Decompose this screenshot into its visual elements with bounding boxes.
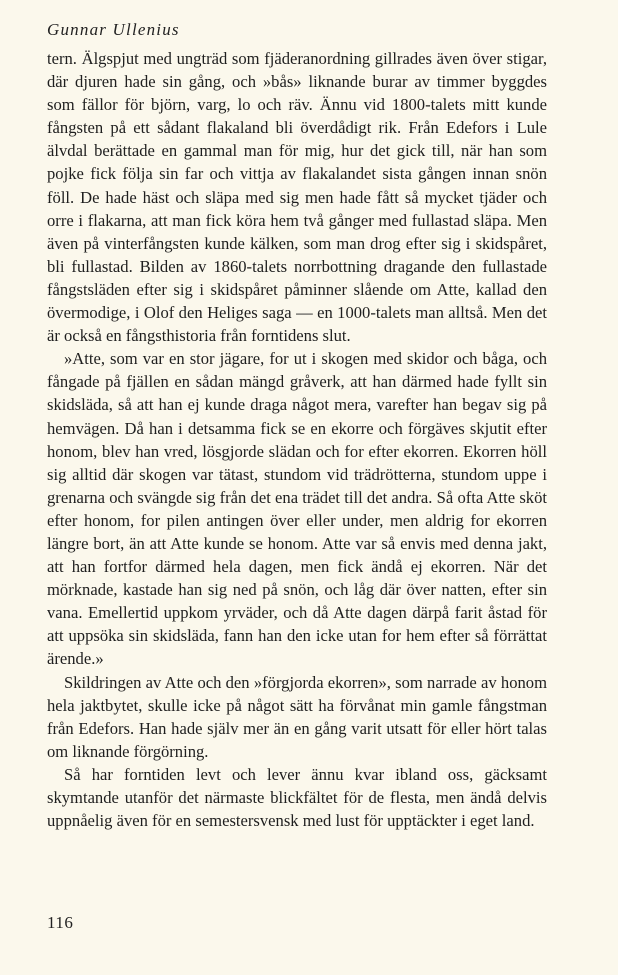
- paragraph-2: »Atte, som var en stor jägare, for ut i skogen med skidor och båga, och fångade på fjällen en sådan mängd gråverk, att han därmed hade fyllt sin skidsläda, så att han ej kunde draga något mera, varefter han begav sig på hemvägen. Då han i detsamma fick se en ekorre och förgäves skjutit efter honom, blev han vred, lösgjorde slädan och for efter ekorren. Ekorren höll sig alltid där skogen var tätast, stundom vid trädrötterna, stundom uppe i grenarna och svängde sig från det ena trädet till det andra. Så ofta Atte sköt efter honom, for pilen antingen över eller under, men aldrig for ekorren längre bort, än att Atte kunde se honom. Atte var så envis med denna jakt, att han fortfor därmed hela dagen, men fick ändå ej ekorren. När det mörknade, kastade han sig ned på snön, och låg där över natten, efter sin vana. Emellertid uppkom yrväder, och då Atte dagen därpå farit åstad för att uppsöka sin skidsläda, fann han den icke utan for hem efter så förrättat ärende.»: [47, 349, 547, 669]
- paragraph-3: Skildringen av Atte och den »förgjorda ekorren», som narrade av honom hela jaktbytet, skulle icke på något sätt ha förvånat min gamle fångstman från Edefors. Han hade själv mer än en gång varit utsatt för eller hört talas om liknande förgörning.: [47, 672, 547, 761]
- page-number: 116: [47, 913, 74, 932]
- running-head-author: Gunnar Ullenius: [47, 20, 180, 39]
- body-text: [47, 47, 547, 832]
- paragraph-4: Så har forntiden levt och lever ännu kvar ibland oss, gäcksamt skymtande utanför det närmaste blickfältet för de flesta, men ändå delvis uppnåelig även för en semestersvensk med lust för upptäckter i eget land.: [47, 764, 547, 831]
- paragraph-1: tern. Älgspjut med ungträd som fjäderanordning gillrades även över stigar, där djuren hade sin gång, och »bås» liknande burar av timmer byggdes som fällor för björn, varg, lo och räv. Ännu vid 1800-talets mitt kunde fångsten på ett sådant flakaland bli överdådigt rik. Från Edefors i Lule älvdal berättade en gammal man för mig, hur det gick till, när han som pojke fick följa sin far och vittja av flakalandet sista gången innan snön föll. De hade häst och släpa med sig men hade fått så mycket tjäder och orre i flakarna, att man fick köra hem två gånger med fullastad släpa. Men även på vinterfångsten kunde kälken, som man drog efter sig i skidspåret, bli fullastad. Bilden av 1860-talets norrbottning dragande den fullastade fångstsläden efter sig i skidspåret påminner slående om Atte, kallad den övermodige, i Olof den Heliges saga — en 1000-talets man alltså. Men det är också en fångsthistoria från forntidens slut.: [47, 49, 547, 346]
